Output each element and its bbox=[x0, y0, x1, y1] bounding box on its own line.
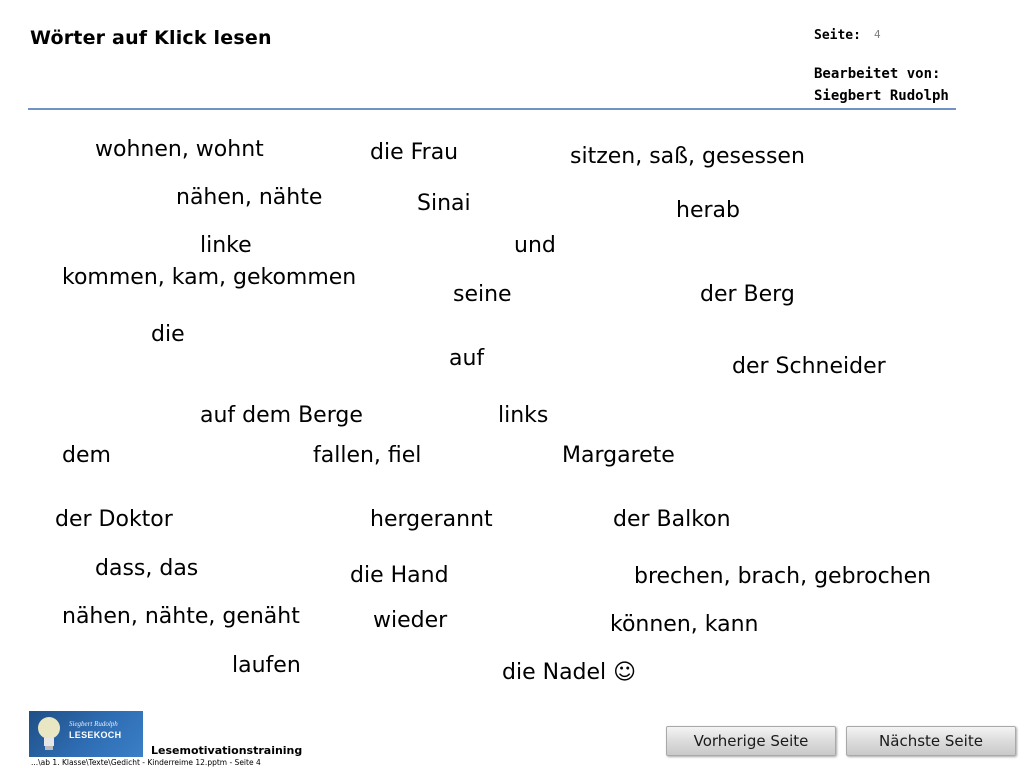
word-auf[interactable]: auf bbox=[449, 346, 485, 371]
word-die-frau[interactable]: die Frau bbox=[370, 140, 459, 165]
word-margarete[interactable]: Margarete bbox=[562, 443, 675, 468]
word-wohnen[interactable]: wohnen, wohnt bbox=[95, 137, 264, 162]
editor-name: Siegbert Rudolph bbox=[814, 88, 949, 104]
word-dem[interactable]: dem bbox=[62, 443, 111, 468]
word-brechen[interactable]: brechen, brach, gebrochen bbox=[634, 564, 932, 589]
word-wieder[interactable]: wieder bbox=[373, 608, 448, 633]
word-seine[interactable]: seine bbox=[453, 282, 512, 307]
word-herab[interactable]: herab bbox=[676, 198, 740, 223]
word-naehen-naehte[interactable]: nähen, nähte bbox=[176, 185, 323, 210]
word-naehen-genaeht[interactable]: nähen, nähte, genäht bbox=[62, 604, 300, 629]
word-links[interactable]: links bbox=[498, 403, 549, 428]
word-sitzen[interactable]: sitzen, saß, gesessen bbox=[570, 144, 805, 169]
word-kommen[interactable]: kommen, kam, gekommen bbox=[62, 265, 357, 290]
lesekoch-logo bbox=[29, 711, 143, 757]
page-number: 4 bbox=[874, 28, 881, 41]
word-die[interactable]: die bbox=[151, 322, 185, 347]
logo-author: Siegbert Rudolph bbox=[69, 720, 118, 728]
lightbulb-icon bbox=[32, 713, 66, 755]
word-der-balkon[interactable]: der Balkon bbox=[613, 507, 731, 532]
word-linke[interactable]: linke bbox=[200, 233, 252, 258]
word-der-schneider[interactable]: der Schneider bbox=[732, 354, 886, 379]
word-dass-das[interactable]: dass, das bbox=[95, 556, 199, 581]
word-der-doktor[interactable]: der Doktor bbox=[55, 507, 173, 532]
word-fallen[interactable]: fallen, fiel bbox=[313, 443, 422, 468]
word-auf-dem-berge[interactable]: auf dem Berge bbox=[200, 403, 363, 428]
word-die-nadel[interactable]: die Nadel ☺ bbox=[502, 660, 637, 685]
word-der-berg[interactable]: der Berg bbox=[700, 282, 795, 307]
page-title: Wörter auf Klick lesen bbox=[30, 27, 272, 49]
header-divider bbox=[28, 108, 956, 110]
word-und[interactable]: und bbox=[514, 233, 556, 258]
word-sinai[interactable]: Sinai bbox=[417, 191, 471, 216]
previous-page-button[interactable]: Vorherige Seite bbox=[666, 726, 836, 756]
edited-by-label: Bearbeitet von: bbox=[814, 66, 941, 82]
file-path: ...\ab 1. Klasse\Texte\Gedicht - Kinderreime 12.pptm - Seite 4 bbox=[31, 758, 261, 767]
page-label: Seite: bbox=[814, 28, 861, 43]
logo-brand: LESEKOCH bbox=[69, 730, 122, 740]
word-hergerannt[interactable]: hergerannt bbox=[370, 507, 493, 532]
word-laufen[interactable]: laufen bbox=[232, 653, 301, 678]
word-koennen[interactable]: können, kann bbox=[610, 612, 759, 637]
word-die-hand[interactable]: die Hand bbox=[350, 563, 449, 588]
brand-label: Lesemotivationstraining bbox=[151, 744, 303, 757]
next-page-button[interactable]: Nächste Seite bbox=[846, 726, 1016, 756]
